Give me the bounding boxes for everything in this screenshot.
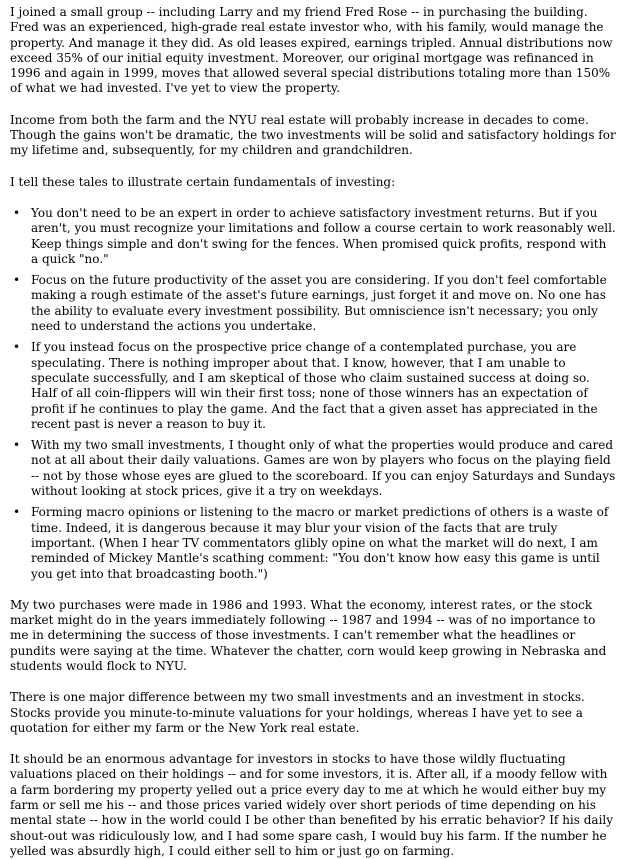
list-item-text: You don't need to be an expert in order to achieve satisfactory investment returns. But if you aren't, you must recognize your limitations and follow a course certain to work reasonably well. Keep things simple and don't swing for the fences. When promised quick profits, respond with a quick "no." [31, 205, 616, 266]
list-item-text: Focus on the future productivity of the asset you are considering. If you don't feel comfortable making a rough estimate of the asset's future earnings, just forget it and move on. No one has the ability to evaluate every investment possibility. But omniscience isn't necessary; you only need to understand the actions you undertake. [31, 273, 607, 334]
paragraph-fundamentals-intro: I tell these tales to illustrate certain fundamentals of investing: [10, 174, 396, 189]
paragraph-spacer [10, 674, 617, 690]
list-item [10, 273, 617, 334]
bullet-icon: • [13, 273, 21, 288]
list-item [10, 505, 617, 581]
paragraph-purchase-dates: My two purchases were made in 1986 and 1993. What the economy, interest rates, or the stock market might do in the years immediately following -- 1987 and 1994 -- was of no importance to me in determining the success of those investments. I can't remember what the headlines or pundits were saying at the time. Whatever the chatter, corn would keep growing in Nebraska and students would flock to NYU. [10, 597, 607, 673]
paragraph-spacer [10, 159, 617, 175]
paragraph-stocks-difference: There is one major difference between my two small investments and an investment in stocks. Stocks provide you minute-to-minute valuations for your holdings, whereas I have yet to see a quotation for either my farm or the New York real estate. [10, 690, 585, 735]
list-item [10, 438, 617, 499]
list-item [10, 340, 617, 432]
bullet-icon: • [13, 340, 21, 355]
bullet-icon: • [13, 505, 21, 520]
paragraph-building-purchase: I joined a small group -- including Larry and my friend Fred Rose -- in purchasing the building. Fred was an experienced, high-grade real estate investor who, with his family, would manage the property. And manage it they did. As old leases expired, earnings tripled. Annual distributions now exceed 35% of our initial equity investment. Moreover, our original mortgage was refinanced in 1996 and again in 1999, moves that allowed several special distributions totaling more than 150% of what we had invested. I've yet to view the property. [10, 5, 613, 96]
paragraph-valuation-advantage: It should be an enormous advantage for investors in stocks to have those wildly fluctuating valuations placed on their holdings -- and for some investors, it is. After all, if a moody fellow with a farm bordering my property yelled out a price every day to me at which he would either buy my farm or sell me his -- and those prices varied widely over short periods of time depending on his mental state -- how in the world could I be other than benefited by his erratic behavior? If his daily shout-out was ridiculously low, and I had some spare cash, I would buy his farm. If the number he yelled was absurdly high, I could either sell to him or just go on farming. [10, 752, 614, 858]
paragraph-spacer [10, 190, 617, 206]
fundamentals-list [10, 206, 617, 582]
list-item-text: With my two small investments, I thought only of what the properties would produce and cared not at all about their daily valuations. Games are won by players who focus on the playing field -- not by those whose eyes are glued to the scoreboard. If you can enjoy Saturdays and Sundays without looking at stock prices, give it a try on weekdays. [31, 438, 616, 499]
list-item-text: Forming macro opinions or listening to the macro or market predictions of others is a waste of time. Indeed, it is dangerous because it may blur your vision of the facts that are truly important. (When I hear TV commentators glibly opine on what the market will do next, I am reminded of Mickey Mantle's scathing comment: "You don't know how easy this game is until you get into that broadcasting booth.") [31, 505, 609, 581]
paragraph-spacer [10, 97, 617, 113]
paragraph-spacer [10, 582, 617, 598]
list-item-text: If you instead focus on the prospective price change of a contemplated purchase, you are speculating. There is nothing improper about that. I know, however, that I am unable to speculate successfully, and I am skeptical of those who claim sustained success at doing so. Half of all coin-flippers will win their first toss; none of those winners has an expectation of profit if he continues to play the game. And the fact that a given asset has appreciated in the recent past is never a reason to buy it. [31, 340, 598, 431]
paragraph-spacer [10, 736, 617, 752]
paragraph-income-outlook: Income from both the farm and the NYU real estate will probably increase in decades to come. Though the gains won't be dramatic, the two investments will be solid and satisfactory holdings for my lifetime and, subsequently, for my children and grandchildren. [10, 112, 616, 158]
bullet-icon: • [13, 205, 21, 220]
bullet-icon: • [13, 438, 21, 453]
list-item [10, 206, 617, 267]
